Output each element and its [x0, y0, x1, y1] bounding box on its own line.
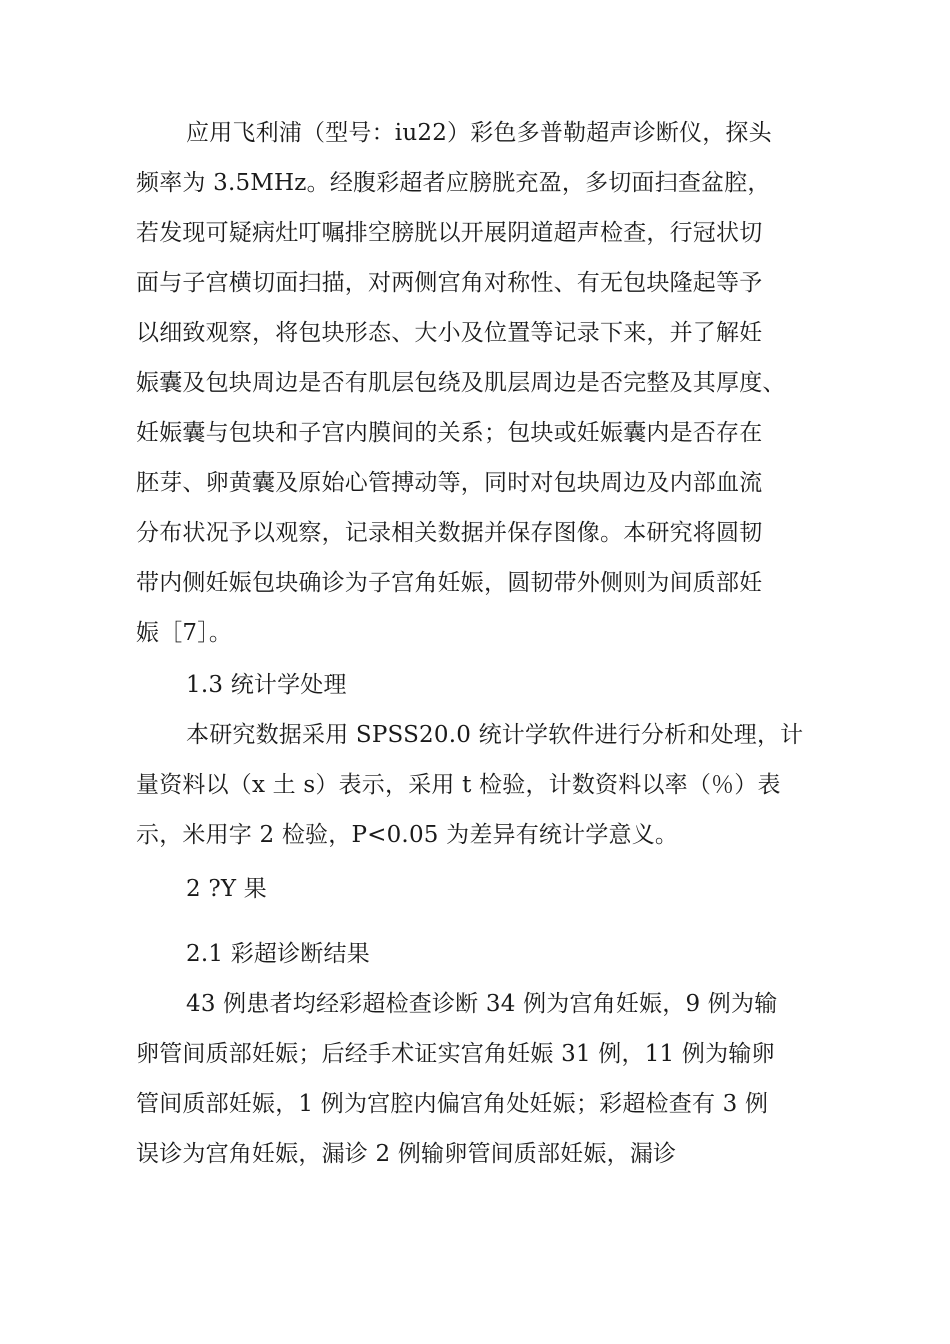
paragraph-line: 分布状况予以观察，记录相关数据并保存图像。本研究将圆韧 [136, 520, 763, 546]
paragraph-line: 频率为 3.5MHz。经腹彩超者应膀胱充盈，多切面扫查盆腔， [136, 170, 771, 196]
paragraph-line: 量资料以（x 土 s）表示，采用 t 检验，计数资料以率（％）表 [136, 772, 781, 798]
paragraph-line: 管间质部妊娠，1 例为宫腔内偏宫角处妊娠；彩超检查有 3 例 [136, 1091, 769, 1117]
section-heading: 2.1 彩超诊断结果 [186, 941, 370, 967]
section-heading: 1.3 统计学处理 [186, 672, 347, 698]
paragraph-line: 以细致观察，将包块形态、大小及位置等记录下来，并了解妊 [136, 320, 763, 346]
paragraph-line: 若发现可疑病灶叮嘱排空膀胱以开展阴道超声检查，行冠状切 [136, 220, 763, 246]
paragraph-line: 带内侧妊娠包块确诊为子宫角妊娠，圆韧带外侧则为间质部妊 [136, 570, 763, 596]
paragraph-line: 43 例患者均经彩超检查诊断 34 例为宫角妊娠，9 例为输 [186, 991, 778, 1017]
section-heading: 2 ?Y 果 [186, 876, 267, 902]
paragraph-line: 应用飞利浦（型号：iu22）彩色多普勒超声诊断仪，探头 [186, 120, 772, 146]
paragraph-line: 卵管间质部妊娠；后经手术证实宫角妊娠 31 例，11 例为输卵 [136, 1041, 775, 1067]
paragraph-line: 示，米用字 2 检验，P<0.05 为差异有统计学意义。 [136, 822, 679, 848]
paragraph-line: 本研究数据采用 SPSS20.0 统计学软件进行分析和处理，计 [186, 722, 804, 748]
paragraph-line: 娠囊及包块周边是否有肌层包绕及肌层周边是否完整及其厚度、 [136, 370, 786, 396]
paragraph-line: 胚芽、卵黄囊及原始心管搏动等，同时对包块周边及内部血流 [136, 470, 763, 496]
paragraph-line: 面与子宫横切面扫描，对两侧宫角对称性、有无包块隆起等予 [136, 270, 763, 296]
paragraph-line: 误诊为宫角妊娠，漏诊 2 例输卵管间质部妊娠，漏诊 [136, 1141, 677, 1167]
paragraph-line: 妊娠囊与包块和子宫内膜间的关系；包块或妊娠囊内是否存在 [136, 420, 763, 446]
paragraph-line: 娠［7］。 [136, 620, 233, 646]
